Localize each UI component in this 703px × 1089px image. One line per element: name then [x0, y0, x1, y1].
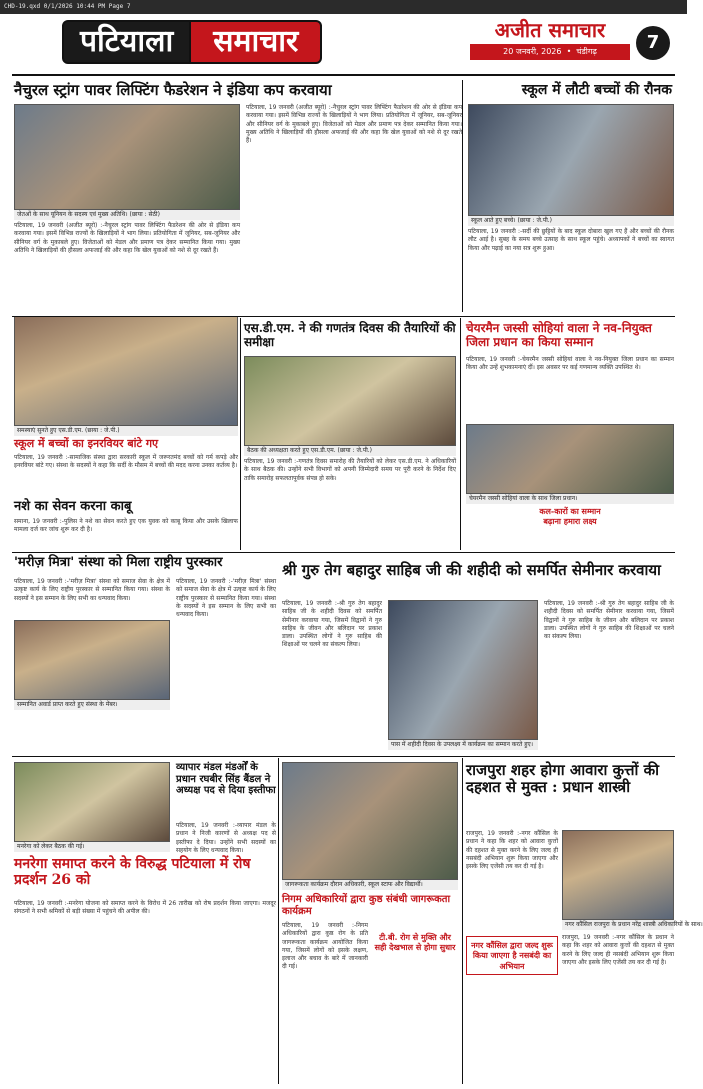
story-13-pull-quote: नगर कौंसिल द्वारा जल्द शुरू किया जाएगा है नसबंदी का अभियान — [466, 936, 558, 975]
date-text: 20 जनवरी, 2026 — [503, 47, 562, 56]
column-rule — [462, 758, 463, 1084]
story-3-photo — [468, 104, 674, 216]
story-5-caption: चेयरमैन जस्सी सोहियां वाला के साथ जिला प्रधान। — [466, 494, 674, 504]
story-11-body: पटियाला, 19 जनवरी :-मनरेगा योजना को समाप्त करने के विरोध में 26 तारीख को रोष प्रदर्शन किया जाएगा। मजदूर संगठनों ने सभी श्रमिकों से बड़ी संख्या में पहुंचने की अपील की। — [14, 900, 276, 916]
story-2-photo — [14, 316, 238, 426]
column-rule — [460, 318, 461, 550]
story-12-pull-quote: टी.बी. रोग से मुक्ति और सही देखभाल से होगा सुधार — [374, 932, 456, 953]
section-divider-3 — [12, 756, 675, 757]
section-divider-1 — [12, 316, 675, 317]
story-1-caption: जेतओं के साथ यूनियन के सदस्य एवं मुख्य अतिथि। (छाया : सेठी) — [14, 210, 240, 220]
story-5-body: पटियाला, 19 जनवरी :-चेयरमैन जस्सी सोहियां वाला ने नव-नियुक्त जिला प्रधान का सम्मान किया और उन्हें शुभकामनाएं दीं। इस अवसर पर कई गणमान्य व्यक्ति उपस्थित थे। — [466, 356, 674, 372]
story-1-body: पटियाला, 19 जनवरी (अजीत ब्यूरो) :-नैचुरल स्ट्रांग पावर लिफ्टिंग फैडरेशन की ओर से इंडिया कप करवाया गया। इसमें विभिन्न राज्यों के खिलाड़ियों ने भाग लिया। प्रतियोगिता में जूनियर, सब-जूनियर और सीनियर वर्ग के मुकाबले हुए। विजेताओं को मेडल और प्रमाण पत्र देकर सम्मानित किया गया। मुख्य अतिथि ने खिलाड़ियों की हौसला अफजाई की और कहा कि खेल युवाओं को नशे से दूर रखते हैं। — [14, 222, 240, 254]
story-9-headline: श्री गुरु तेग बहादुर साहिब जी की शहीदी को समर्पित सेमीनार करवाया — [282, 561, 661, 579]
story-13-photo — [562, 830, 674, 920]
dateline: 20 जनवरी, 2026 • चंडीगढ़ — [470, 44, 630, 60]
story-10-headline: व्यापार मंडल मंडर्ओं के प्रधान रघबीर सिंह बैंडल ने अध्यक्ष पद से दिया इस्तीफा — [176, 762, 276, 796]
masthead-left-word: पटियाला — [62, 20, 191, 64]
story-6-body: पटियाला, 19 जनवरी :-सामाजिक संस्था द्वारा सरकारी स्कूल में जरूरतमंद बच्चों को गर्म कपड़े और इनरवियर बांटे गए। संस्था के सदस्यों ने कहा कि सर्दी के मौसम में बच्चों की मदद करना उनका कर्तव्य है। — [14, 454, 238, 470]
story-1-headline: नैचुरल स्ट्रांग पावर लिफ्टिंग फैडरेशन ने इंडिया कप करवाया — [14, 81, 332, 99]
story-5-headline: चेयरमैन जस्सी सोहियां वाला ने नव-नियुक्त जिला प्रधान का किया सम्मान — [466, 321, 652, 349]
story-13-headline: राजपुरा शहर होगा आवारा कुत्तों की दहशत से मुक्त : प्रधान शास्त्री — [466, 761, 660, 797]
story-4-photo — [244, 356, 456, 446]
story-12-caption: जागरूकता कार्यक्रम दौरान अधिकारी, स्कूल स्टाफ और विद्यार्थी। — [282, 880, 458, 890]
print-slug: CHD-19.qxd 0/1/2026 10:44 PM Page 7 — [0, 0, 687, 14]
story-9-photo — [388, 600, 538, 740]
story-10-body: पटियाला, 19 जनवरी :-व्यापार मंडल के प्रधान ने निजी कारणों से अध्यक्ष पद से इस्तीफा दे दिया। उन्होंने सभी सदस्यों का सहयोग के लिए धन्यवाद किया। — [176, 822, 276, 854]
story-2-caption: समस्याएं सुनते हुए एस.डी.एम. (छाया : जे.पी.) — [14, 426, 238, 436]
masthead-section-title — [62, 20, 458, 64]
story-7-body: समाना, 19 जनवरी :-पुलिस ने नशे का सेवन करते हुए एक युवक को काबू किया और उसके खिलाफ मामला दर्ज कर जांच शुरू कर दी है। — [14, 518, 238, 534]
story-11-headline: मनरेगा समाप्त करने के विरुद्ध पटियाला में रोष प्रदर्शन 26 को — [14, 856, 251, 889]
story-1-photo — [14, 104, 240, 210]
story-8-body-intro: पटियाला, 19 जनवरी :-'मरीज़ मित्रा' संस्था को समाज सेवा के क्षेत्र में उत्कृष्ट कार्य के लिए राष्ट्रीय पुरस्कार से सम्मानित किया गया। संस्था के सदस्यों ने इस सम्मान के लिए सभी का धन्यवाद किया। — [14, 578, 170, 602]
story-9-caption: पास में शहीदी दिवस के उपलक्ष्य में कार्यक्रम का सम्मान करते हुए। — [388, 740, 538, 750]
story-8-headline: 'मरीज़ मित्रा' संस्था को मिला राष्ट्रीय पुरस्कार — [14, 555, 223, 570]
story-9-body: पटियाला, 19 जनवरी :-श्री गुरु तेग बहादुर साहिब जी के शहीदी दिवस को समर्पित सेमीनार करवाया गया, जिसमें विद्वानों ने गुरु साहिब के जीवन और बलिदान पर प्रकाश डाला। उपस्थित लोगों ने गुरु साहिब की शिक्षाओं पर चलने का संकल्प लिया। — [282, 600, 382, 649]
story-9-body-cont: पटियाला, 19 जनवरी :-श्री गुरु तेग बहादुर साहिब जी के शहीदी दिवस को समर्पित सेमीनार करवाया गया, जिसमें विद्वानों ने गुरु साहिब के जीवन और बलिदान पर प्रकाश डाला। उपस्थित लोगों ने गुरु साहिब की शिक्षाओं पर चलने का संकल्प लिया। — [544, 600, 674, 641]
story-4-caption: बैठक की अध्यक्षता करते हुए एस.डी.एम. (छाया : जे.पी.) — [244, 446, 456, 456]
story-10-photo — [14, 762, 170, 842]
story-13-body: राजपुरा, 19 जनवरी :-नगर कौंसिल के प्रधान ने कहा कि शहर को आवारा कुत्तों की दहशत से मुक्त करने के लिए जल्द ही नसबंदी अभियान शुरू किया जाएगा और इसके लिए एजेंसी तय कर दी गई है। — [466, 830, 558, 871]
masthead-divider — [12, 74, 675, 76]
masthead-right-word: समाचार — [191, 20, 322, 64]
story-8-photo — [14, 620, 170, 700]
newspaper-brand: अजीत समाचार — [494, 18, 606, 42]
section-divider-2 — [12, 552, 675, 553]
story-13-body-cont: राजपुरा, 19 जनवरी :-नगर कौंसिल के प्रधान ने कहा कि शहर को आवारा कुत्तों की दहशत से मुक्त करने के लिए जल्द ही नसबंदी अभियान शुरू किया जाएगा और इसके लिए एजेंसी तय कर दी गई है। — [562, 934, 674, 966]
story-12-photo — [282, 762, 458, 880]
page-number: 7 — [636, 26, 670, 60]
story-4-body: पटियाला, 19 जनवरी :-गणतंत्र दिवस समारोह की तैयारियों को लेकर एस.डी.एम. ने अधिकारियों के साथ बैठक की। उन्होंने सभी विभागों को अपनी जिम्मेदारी समय पर पूरी करने के निर्देश दिए ताकि समारोह सफलतापूर्वक संपन्न हो सके। — [244, 458, 456, 482]
story-13-caption: नगर कौंसिल राजपुरा के प्रधान नरेंद्र शास्त्री अधिकारियों के साथ। — [562, 920, 674, 930]
story-1-body-cont: पटियाला, 19 जनवरी (अजीत ब्यूरो) :-नैचुरल स्ट्रांग पावर लिफ्टिंग फैडरेशन की ओर से इंडिया कप करवाया गया। इसमें विभिन्न राज्यों के खिलाड़ियों ने भाग लिया। प्रतियोगिता में जूनियर, सब-जूनियर और सीनियर वर्ग के मुकाबले हुए। विजेताओं को मेडल और प्रमाण पत्र देकर सम्मानित किया गया। मुख्य अतिथि ने खिलाड़ियों की हौसला अफजाई की और कहा कि खेल युवाओं को नशे से दूर रखते हैं। — [246, 104, 462, 145]
column-rule — [278, 758, 279, 1084]
story-3-headline: स्कूल में लौटी बच्चों की रौनक — [521, 82, 672, 98]
story-6-headline: स्कूल में बच्चों का इनरवियर बांटे गए — [14, 437, 159, 450]
column-rule — [462, 80, 463, 312]
column-rule — [240, 318, 241, 550]
story-7-headline: नशे का सेवन करना काबू — [14, 499, 132, 514]
story-5-pull-quote: कल-कारों का सम्मान बढ़ाना हमारा लक्ष्य — [539, 506, 601, 527]
story-5-photo — [466, 424, 674, 494]
story-3-caption: स्कूल आते हुए बच्चे। (छाया : जे.पी.) — [468, 216, 674, 226]
story-12-body: पटियाला, 19 जनवरी :-निगम अधिकारियों द्वारा कुष्ठ रोग के प्रति जागरूकता कार्यक्रम आयोजित किया गया, जिसमें लोगों को इसके लक्षण, इलाज और बचाव के बारे में जानकारी दी गई। — [282, 922, 368, 971]
city-text: चंडीगढ़ — [576, 47, 597, 56]
story-10-caption: मनरेगा को लेकर बैठक की गई। — [14, 842, 170, 852]
story-12-headline: निगम अधिकारियों द्वारा कुष्ठ संबंधी जागरूकता कार्यक्रम — [282, 894, 451, 917]
story-3-body: पटियाला, 19 जनवरी :-सर्दी की छुट्टियों के बाद स्कूल दोबारा खुल गए हैं और बच्चों की रौनक लौट आई है। सुबह के समय बच्चे उत्साह के साथ स्कूल पहुंचे। अध्यापकों ने बच्चों का स्वागत किया और पढ़ाई का नया सत्र शुरू हुआ। — [468, 228, 674, 252]
story-4-headline: एस.डी.एम. ने की गणतंत्र दिवस की तैयारियों की समीक्षा — [244, 321, 456, 349]
story-8-body: पटियाला, 19 जनवरी :-'मरीज़ मित्रा' संस्था को समाज सेवा के क्षेत्र में उत्कृष्ट कार्य के लिए राष्ट्रीय पुरस्कार से सम्मानित किया गया। संस्था के सदस्यों ने इस सम्मान के लिए सभी का धन्यवाद किया। — [176, 578, 276, 619]
story-8-caption: सम्मानित अवार्ड प्राप्त करते हुए संस्था के मेंबर। — [14, 700, 170, 710]
